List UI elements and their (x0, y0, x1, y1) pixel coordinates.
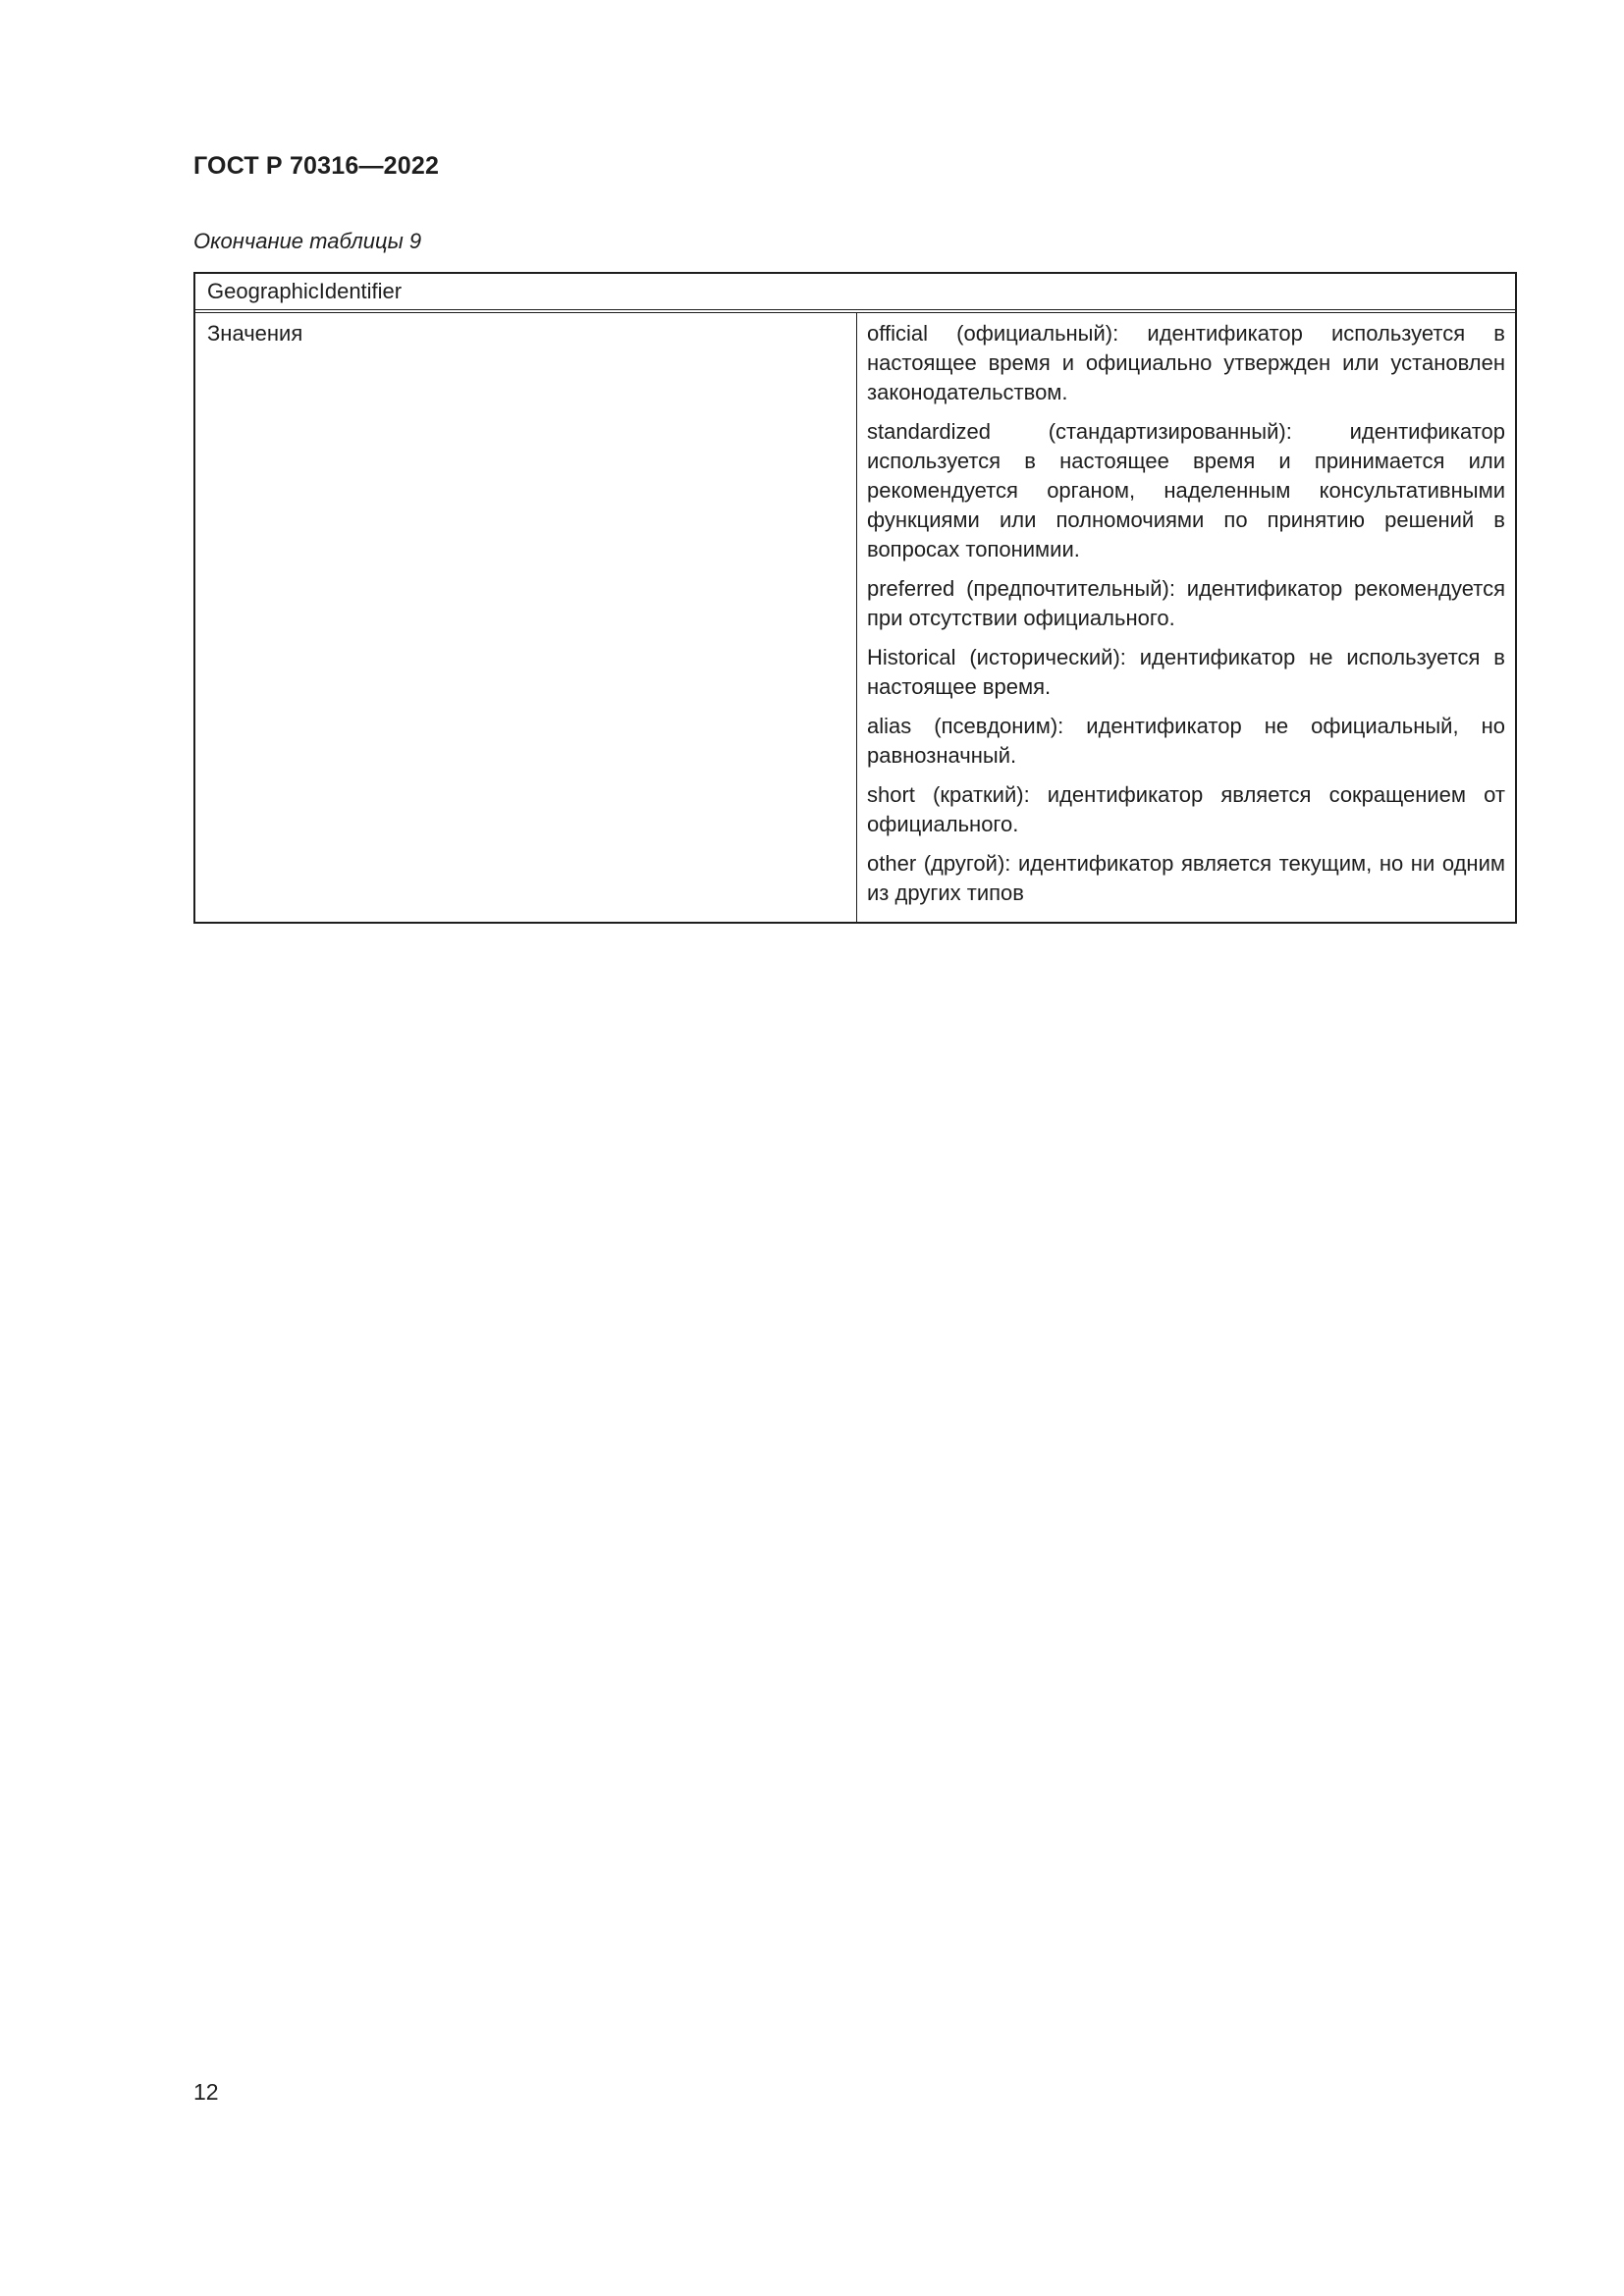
table-header-row: GeographicIdentifier (195, 274, 1515, 313)
value-entry-alias: alias (псевдоним): идентификатор не официальный, но равнозначный. (867, 714, 1505, 768)
values-table (193, 272, 1517, 924)
document-title: ГОСТ Р 70316—2022 (193, 152, 440, 180)
value-entry-preferred: preferred (предпочтительный): идентификатор рекомендуется при отсутствии официального. (867, 576, 1505, 630)
value-entry-standardized: standardized (стандартизированный): идентификатор используется в настоящее время и принимается или рекомендуется органом, наделенным консультативными функциями или полномочиями по принятию решений в вопросах топонимии. (867, 419, 1505, 561)
page-number: 12 (193, 2079, 219, 2105)
row-values-cell (857, 313, 1515, 922)
table-row (195, 313, 1515, 922)
table-caption: Окончание таблицы 9 (193, 229, 422, 253)
value-entry-historical: Historical (исторический): идентификатор не используется в настоящее время. (867, 645, 1505, 699)
value-entry-official: official (официальный): идентификатор используется в настоящее время и официально утвержден или установлен законодательством. (867, 321, 1505, 404)
value-entry-short: short (краткий): идентификатор является сокращением от официального. (867, 782, 1505, 836)
row-label-cell: Значения (195, 313, 857, 922)
value-entry-other: other (другой): идентификатор является текущим, но ни одним из других типов (867, 851, 1505, 905)
